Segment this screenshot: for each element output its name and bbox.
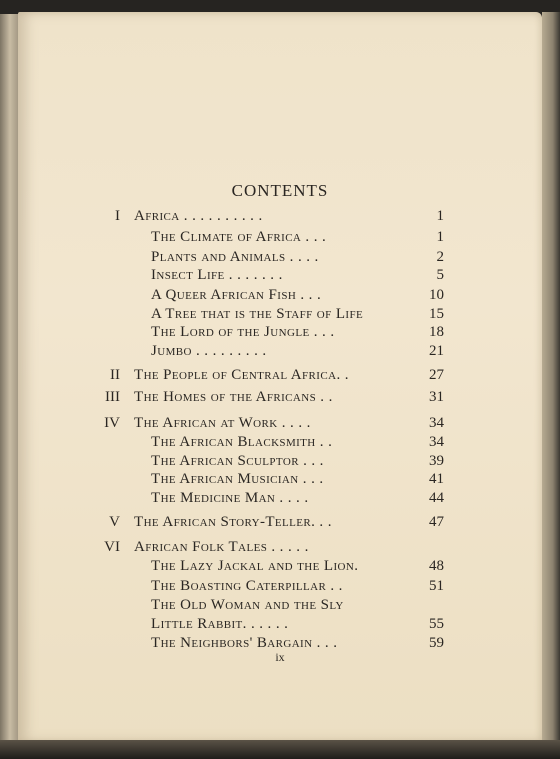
section-title: The Old Woman and the Sly	[151, 597, 344, 613]
chapter-numeral: I	[115, 208, 120, 224]
toc-entry	[0, 324, 560, 344]
toc-entry	[0, 343, 560, 363]
section-title: Jumbo . . . . . . . . .	[151, 343, 267, 359]
toc-entry	[0, 539, 560, 559]
page-number: 44	[429, 490, 444, 506]
section-title: Plants and Animals . . . .	[151, 249, 319, 265]
page-number: 18	[429, 324, 444, 340]
page-folio: ix	[275, 650, 285, 664]
chapter-title: Africa . . . . . . . . . .	[134, 208, 263, 224]
chapter-numeral: V	[109, 514, 120, 530]
section-title: A Tree that is the Staff of Life	[151, 306, 364, 322]
chapter-numeral: III	[105, 389, 120, 405]
page-number: 41	[429, 471, 444, 487]
chapter-numeral: VI	[104, 539, 120, 555]
toc-entry	[0, 558, 560, 578]
toc-entry	[0, 514, 560, 534]
section-title: Little Rabbit. . . . . .	[151, 616, 289, 632]
toc-entry	[0, 208, 560, 228]
toc-entry	[0, 306, 560, 326]
chapter-title: The Homes of the Africans . .	[134, 389, 333, 405]
section-title: The Lazy Jackal and the Lion.	[151, 558, 359, 574]
page-number: 1	[436, 229, 444, 245]
toc-entry	[0, 471, 560, 491]
toc-entry	[0, 415, 560, 435]
section-title: The Lord of the Jungle . . .	[151, 324, 335, 340]
page-number: 55	[429, 616, 444, 632]
section-title: The African Musician . . .	[151, 471, 324, 487]
toc-entry	[0, 597, 560, 617]
page-number: 15	[429, 306, 444, 322]
toc-entry	[0, 267, 560, 287]
page-number: 31	[429, 389, 444, 405]
chapter-numeral: II	[110, 367, 120, 383]
page-number: 5	[436, 267, 444, 283]
page-number: 47	[429, 514, 444, 530]
chapter-title: African Folk Tales . . . . .	[134, 539, 309, 555]
toc-entry	[0, 229, 560, 249]
toc-entry	[0, 616, 560, 636]
chapter-numeral: IV	[104, 415, 120, 431]
section-title: The Medicine Man . . . .	[151, 490, 309, 506]
page-number: 27	[429, 367, 444, 383]
toc-entry	[0, 249, 560, 269]
chapter-title: The African Story-Teller. . .	[134, 514, 332, 530]
bottom-page-edge	[0, 740, 560, 759]
page-number: 39	[429, 453, 444, 469]
page-number: 21	[429, 343, 444, 359]
section-title: Insect Life . . . . . . .	[151, 267, 283, 283]
toc-entry	[0, 490, 560, 510]
section-title: The Neighbors' Bargain . . .	[151, 635, 338, 651]
page-number: 1	[436, 208, 444, 224]
toc-entry	[0, 367, 560, 387]
chapter-title: The People of Central Africa. .	[134, 367, 349, 383]
page-number: 34	[429, 434, 444, 450]
section-title: The Climate of Africa . . .	[151, 229, 327, 245]
page-number: 10	[429, 287, 444, 303]
contents-title: CONTENTS	[231, 181, 329, 200]
toc-entry	[0, 453, 560, 473]
toc-entry	[0, 389, 560, 409]
toc-entry	[0, 578, 560, 598]
section-title: The African Sculptor . . .	[151, 453, 324, 469]
toc-entry	[0, 287, 560, 307]
page-number: 48	[429, 558, 444, 574]
section-title: A Queer African Fish . . .	[151, 287, 322, 303]
toc-entry	[0, 434, 560, 454]
section-title: The African Blacksmith . .	[151, 434, 333, 450]
chapter-title: The African at Work . . . .	[134, 415, 311, 431]
page-number: 2	[436, 249, 444, 265]
page-number: 34	[429, 415, 444, 431]
page-number: 51	[429, 578, 444, 594]
section-title: The Boasting Caterpillar . .	[151, 578, 343, 594]
page-number: 59	[429, 635, 444, 651]
